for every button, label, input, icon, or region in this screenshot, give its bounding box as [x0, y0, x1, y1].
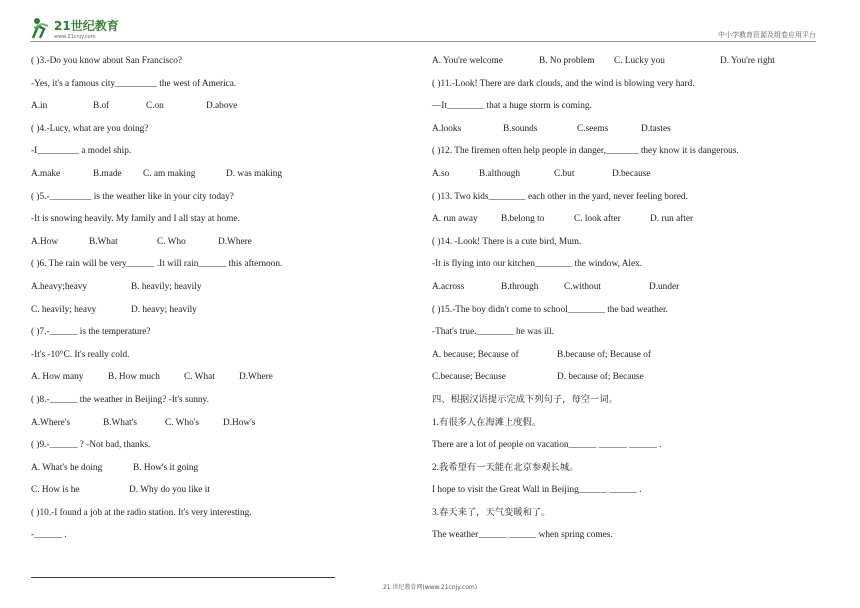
- q7-stem: ( )7.-______ is the temperature?: [31, 327, 151, 338]
- option: A.Where's: [31, 417, 71, 428]
- q5-options: [31, 237, 411, 260]
- s1-english: There are a lot of people on vacation______ ______ ______ .: [432, 440, 662, 451]
- q4-dialog: -I_________ a model ship.: [31, 146, 132, 157]
- q10-options: [432, 56, 832, 79]
- option: A. How many: [31, 372, 84, 383]
- q14-stem: ( )14. -Look! There is a cute bird, Mum.: [432, 236, 582, 247]
- option: A. You're welcome: [432, 56, 503, 66]
- runner-logo-icon: [33, 18, 48, 38]
- option: C.without: [564, 281, 601, 292]
- footer-divider: [31, 577, 335, 578]
- option: B. No problem: [539, 56, 595, 66]
- site-logo: [30, 16, 150, 40]
- q7-dialog: -It's -10°C. It's really cold.: [31, 349, 130, 360]
- option: D. Why do you like it: [129, 485, 210, 496]
- option: D. was making: [226, 168, 283, 179]
- option: C. Who's: [165, 417, 200, 428]
- q9-stem: ( )9.-______ ? -Not bad, thanks.: [31, 440, 151, 451]
- q11-options: [432, 124, 832, 147]
- option: A.across: [432, 281, 465, 292]
- option: A.How: [31, 236, 59, 247]
- option: B. How's it going: [133, 462, 199, 473]
- option: B.sounds: [503, 123, 538, 134]
- option: D. run after: [650, 214, 694, 225]
- option: C. Lucky you: [614, 56, 665, 66]
- option: A. run away: [432, 214, 478, 225]
- q11-stem: ( )11.-Look! There are dark clouds, and the wind is blowing very hard.: [432, 78, 695, 89]
- option: B.What: [89, 236, 118, 247]
- q3-stem: ( )3.-Do you know about San Francisco?: [31, 56, 183, 66]
- option: C. heavily; heavy: [31, 304, 97, 315]
- option: D. because of; Because: [557, 372, 644, 383]
- s2-english: I hope to visit the Great Wall in Beijing______ ______ .: [432, 485, 642, 496]
- q3-options: [31, 101, 411, 124]
- option: B.of: [93, 101, 110, 112]
- option: D. heavy; heavily: [131, 304, 197, 315]
- s2-chinese: 2.我希望有一天能在北京参观长城。: [432, 462, 579, 473]
- option: D.Where: [218, 236, 252, 247]
- q13-options: [432, 214, 832, 237]
- option: A. What's he doing: [31, 462, 103, 473]
- option: A.looks: [432, 123, 462, 134]
- q6-options-row1: [31, 282, 411, 305]
- s3-english: The weather______ ______ when spring comes.: [432, 530, 613, 541]
- option: D. You're right: [720, 56, 775, 66]
- q12-options: [432, 169, 832, 192]
- logo-text: 21世纪教育: [54, 19, 119, 33]
- option: C.but: [554, 168, 575, 179]
- option: B.because of; Because of: [557, 349, 651, 360]
- option: C. How is he: [31, 485, 80, 496]
- option: B. How much: [108, 372, 160, 383]
- q4-stem: ( )4.-Lucy, what are you doing?: [31, 123, 149, 134]
- option: D.because: [612, 168, 651, 179]
- s3-chinese: 3.春天来了，天气变暖和了。: [432, 507, 551, 518]
- s1-chinese: 1.有很多人在海滩上度假。: [432, 417, 542, 428]
- q9-options-row1: [31, 463, 411, 486]
- option: C.seems: [577, 123, 609, 134]
- option: C. What: [184, 372, 215, 383]
- option: D.tastes: [641, 123, 671, 134]
- option: B. heavily; heavily: [131, 281, 202, 292]
- footer-text: 21 世纪教育网(www.21cnjy.com): [382, 584, 478, 591]
- right-column: [432, 56, 832, 553]
- q15-stem: ( )15.-The boy didn't come to school________ the bad weather.: [432, 304, 668, 315]
- q4-options: [31, 169, 411, 192]
- option: A.heavy;heavy: [31, 281, 88, 292]
- q14-options: [432, 282, 832, 305]
- option: D.under: [649, 281, 680, 292]
- platform-title: 中小学教育资源及组卷应用平台: [718, 31, 816, 39]
- option: A.so: [432, 168, 450, 179]
- q14-dialog: -It is flying into our kitchen________ the window, Alex.: [432, 259, 643, 270]
- option: B.through: [501, 281, 539, 292]
- header-divider: [30, 41, 816, 42]
- option: B.belong to: [501, 214, 545, 225]
- q6-stem: ( )6. The rain will be very______ .It will rain______ this afternoon.: [31, 259, 283, 270]
- logo-url: www.21cnjy.com: [54, 34, 96, 40]
- option: D.Where: [239, 372, 273, 383]
- q9-options-row2: [31, 485, 411, 508]
- q15-dialog: -That's true.________ he was ill.: [432, 327, 554, 338]
- q15-options-row2: [432, 372, 832, 395]
- option: C. am making: [143, 168, 196, 179]
- option: D.How's: [223, 417, 256, 428]
- option: B.although: [479, 168, 521, 179]
- q8-stem: ( )8.-______ the weather in Beijing? -It's sunny.: [31, 394, 209, 405]
- q8-options: [31, 418, 411, 441]
- q6-options-row2: [31, 305, 411, 328]
- option: B.made: [93, 168, 122, 179]
- q7-options: [31, 372, 411, 395]
- q12-stem: ( )12. The firemen often help people in danger,_______ they know it is dangerous.: [432, 146, 739, 157]
- option: C. Who: [157, 236, 186, 247]
- left-column: [31, 56, 411, 553]
- option: C. look after: [574, 214, 621, 225]
- option: A.make: [31, 168, 61, 179]
- option: B.What's: [103, 417, 137, 428]
- section-4-heading: 四、根据汉语提示完成下列句子，每空一词。: [432, 394, 618, 405]
- q13-stem: ( )13. Two kids________ each other in the yard, never feeling bored.: [432, 191, 688, 202]
- q5-stem: ( )5.-_________ is the weather like in your city today?: [31, 191, 234, 202]
- option: A.in: [31, 101, 48, 112]
- q3-dialog: -Yes, it's a famous city_________ the west of America.: [31, 78, 237, 89]
- q10-dialog: -______ .: [31, 530, 67, 541]
- q15-options-row1: [432, 350, 832, 373]
- q11-dialog: —It________ that a huge storm is coming.: [432, 101, 592, 112]
- option: C.on: [146, 101, 164, 112]
- q10-stem: ( )10.-I found a job at the radio station. It's very interesting.: [31, 507, 252, 518]
- option: A. because; Because of: [432, 349, 519, 360]
- option: D.above: [206, 101, 238, 112]
- option: C.because; Because: [432, 372, 506, 383]
- q5-dialog: -It is snowing heavily. My family and I all stay at home.: [31, 214, 240, 225]
